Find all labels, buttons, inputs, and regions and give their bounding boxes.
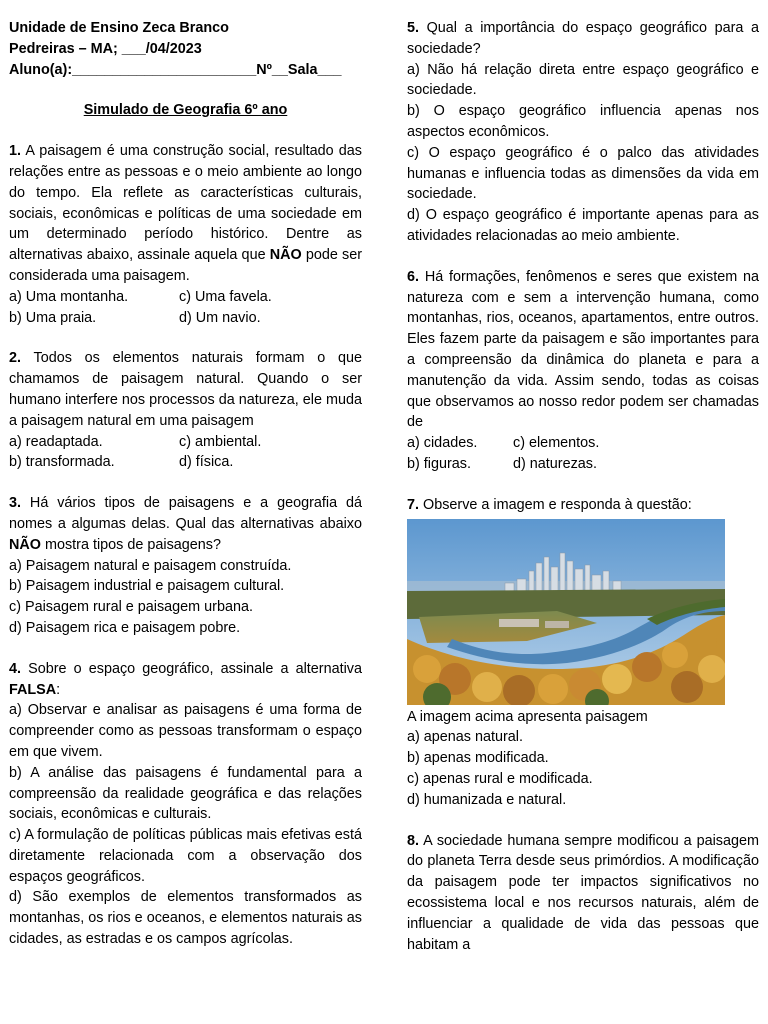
question-7-option-c[interactable]: c) apenas rural e modificada. xyxy=(407,770,593,787)
question-6-stem: 6. Há formações, fenômenos e seres que existem na natureza com e sem a intervenção humana, como montanhas, rios, oceanos, apartamentos, entre outros. Eles fazem parte da paisagem e são importantes para a compreensão da dinâmica do planeta e para a manutenção da vida. Assim sendo, todas as coisas que observamos ao nosso redor podem ser chamadas de xyxy=(407,268,759,431)
question-2-stem: 2. Todos os elementos naturais formam o que chamamos de paisagem natural. Quando o ser humano interfere nos processos da natureza, ele muda a paisagem natural em uma paisagem xyxy=(9,350,362,429)
right-column xyxy=(407,18,759,955)
question-8 xyxy=(407,831,759,956)
question-4-option-b[interactable]: b) A análise das paisagens é fundamental para a compreensão da realidade geográfica e das relações sociais, econômicas e culturais. xyxy=(9,764,362,823)
question-5-option-d[interactable]: d) O espaço geográfico é importante apenas para as atividades relacionadas ao meio ambiente. xyxy=(407,207,759,244)
question-5-stem: 5. Qual a importância do espaço geográfico para a sociedade? xyxy=(407,20,759,57)
question-5-option-c[interactable]: c) O espaço geográfico é o palco das atividades humanas e influencia todas as dimensões da vida em sociedade. xyxy=(407,144,759,203)
question-4-option-c[interactable]: c) A formulação de políticas públicas mais efetivas está diretamente relacionada com a observação dos espaços geográficos. xyxy=(9,827,362,885)
question-8-number: 8. xyxy=(407,832,420,849)
question-3-option-d[interactable]: d) Paisagem rica e paisagem pobre. xyxy=(9,619,241,636)
question-3-option-a[interactable]: a) Paisagem natural e paisagem construída. xyxy=(9,557,292,574)
question-1-option-d[interactable]: d) Um navio. xyxy=(179,309,261,326)
question-3-option-c[interactable]: c) Paisagem rural e paisagem urbana. xyxy=(9,599,253,616)
question-5-option-a[interactable]: a) Não há relação direta entre espaço geográfico e sociedade. xyxy=(407,61,759,99)
question-2-option-d[interactable]: d) física. xyxy=(179,454,234,471)
question-2-option-b[interactable]: b) transformada. xyxy=(9,454,115,471)
question-8-stem: 8. A sociedade humana sempre modificou a paisagem do planeta Terra desde seus primórdios. A modificação da paisagem pode ter impactos significativos no ecossistema local e nos recursos naturais, além de influenciar a qualidade de vida das pessoas que habitam a xyxy=(407,832,759,953)
question-1 xyxy=(9,141,362,328)
city-river-photo xyxy=(407,519,725,705)
question-4-option-d[interactable]: d) São exemplos de elementos transformados as montanhas, os rios e oceanos, e elementos naturais as cidades, as estradas e os campos agrícolas. xyxy=(9,889,362,948)
question-7-number: 7. xyxy=(407,496,420,513)
question-7-option-a[interactable]: a) apenas natural. xyxy=(407,729,524,746)
school-name: Unidade de Ensino Zeca Branco xyxy=(9,20,229,36)
question-7-option-d[interactable]: d) humanizada e natural. xyxy=(407,791,567,808)
question-6 xyxy=(407,267,759,475)
question-1-stem: 1. A paisagem é uma construção social, resultado das relações entre as pessoas e o meio ambiente ao longo do tempo. Ela reflete as características culturais, sociais, econômicas e políticas de uma sociedade em um determinado período histórico. Dentre as alternativas abaixo, assinale aquela que NÃO pode ser considerada uma paisagem. xyxy=(9,143,362,284)
question-5 xyxy=(407,18,759,247)
exam-title: Simulado de Geografia 6º ano xyxy=(83,102,288,119)
question-5-option-b[interactable]: b) O espaço geográfico influencia apenas nos aspectos econômicos. xyxy=(407,103,759,140)
question-1-option-b[interactable]: b) Uma praia. xyxy=(9,309,97,326)
question-4-option-a[interactable]: a) Observar e analisar as paisagens é uma forma de compreender como as pessoas transformam o espaço em que vivem. xyxy=(9,702,362,760)
question-4-stem: 4. Sobre o espaço geográfico, assinale a alternativa FALSA: xyxy=(9,660,362,698)
city-date: Pedreiras – MA; ___/04/2023 xyxy=(9,40,202,57)
question-1-option-c[interactable]: c) Uma favela. xyxy=(179,288,272,305)
question-2-option-c[interactable]: c) ambiental. xyxy=(179,433,262,450)
question-4-number: 4. xyxy=(9,660,22,677)
question-6-option-d[interactable]: d) naturezas. xyxy=(513,455,597,472)
question-7-option-b[interactable]: b) apenas modificada. xyxy=(407,750,549,767)
question-7 xyxy=(407,495,759,811)
left-column xyxy=(9,18,362,950)
question-6-number: 6. xyxy=(407,268,420,285)
question-3-option-b[interactable]: b) Paisagem industrial e paisagem cultural. xyxy=(9,578,285,595)
question-3 xyxy=(9,493,362,639)
question-3-stem: 3. Há vários tipos de paisagens e a geografia dá nomes a algumas delas. Qual das alternativas abaixo NÃO mostra tipos de paisagens? xyxy=(9,495,362,553)
question-6-option-b[interactable]: b) figuras. xyxy=(407,455,471,472)
question-7-caption: A imagem acima apresenta paisagem xyxy=(407,708,648,725)
question-2-option-a[interactable]: a) readaptada. xyxy=(9,433,103,450)
question-2 xyxy=(9,348,362,473)
question-4 xyxy=(9,659,362,950)
question-2-number: 2. xyxy=(9,350,22,367)
question-3-number: 3. xyxy=(9,495,22,512)
question-1-number: 1. xyxy=(9,143,22,160)
question-6-option-c[interactable]: c) elementos. xyxy=(513,435,600,452)
student-line: Aluno(a):_______________________Nº__Sala___ xyxy=(9,61,342,78)
question-1-option-a[interactable]: a) Uma montanha. xyxy=(9,288,129,305)
question-5-number: 5. xyxy=(407,20,420,36)
question-6-option-a[interactable]: a) cidades. xyxy=(407,435,478,452)
question-7-stem: 7. Observe a imagem e responda à questão: xyxy=(407,496,692,513)
